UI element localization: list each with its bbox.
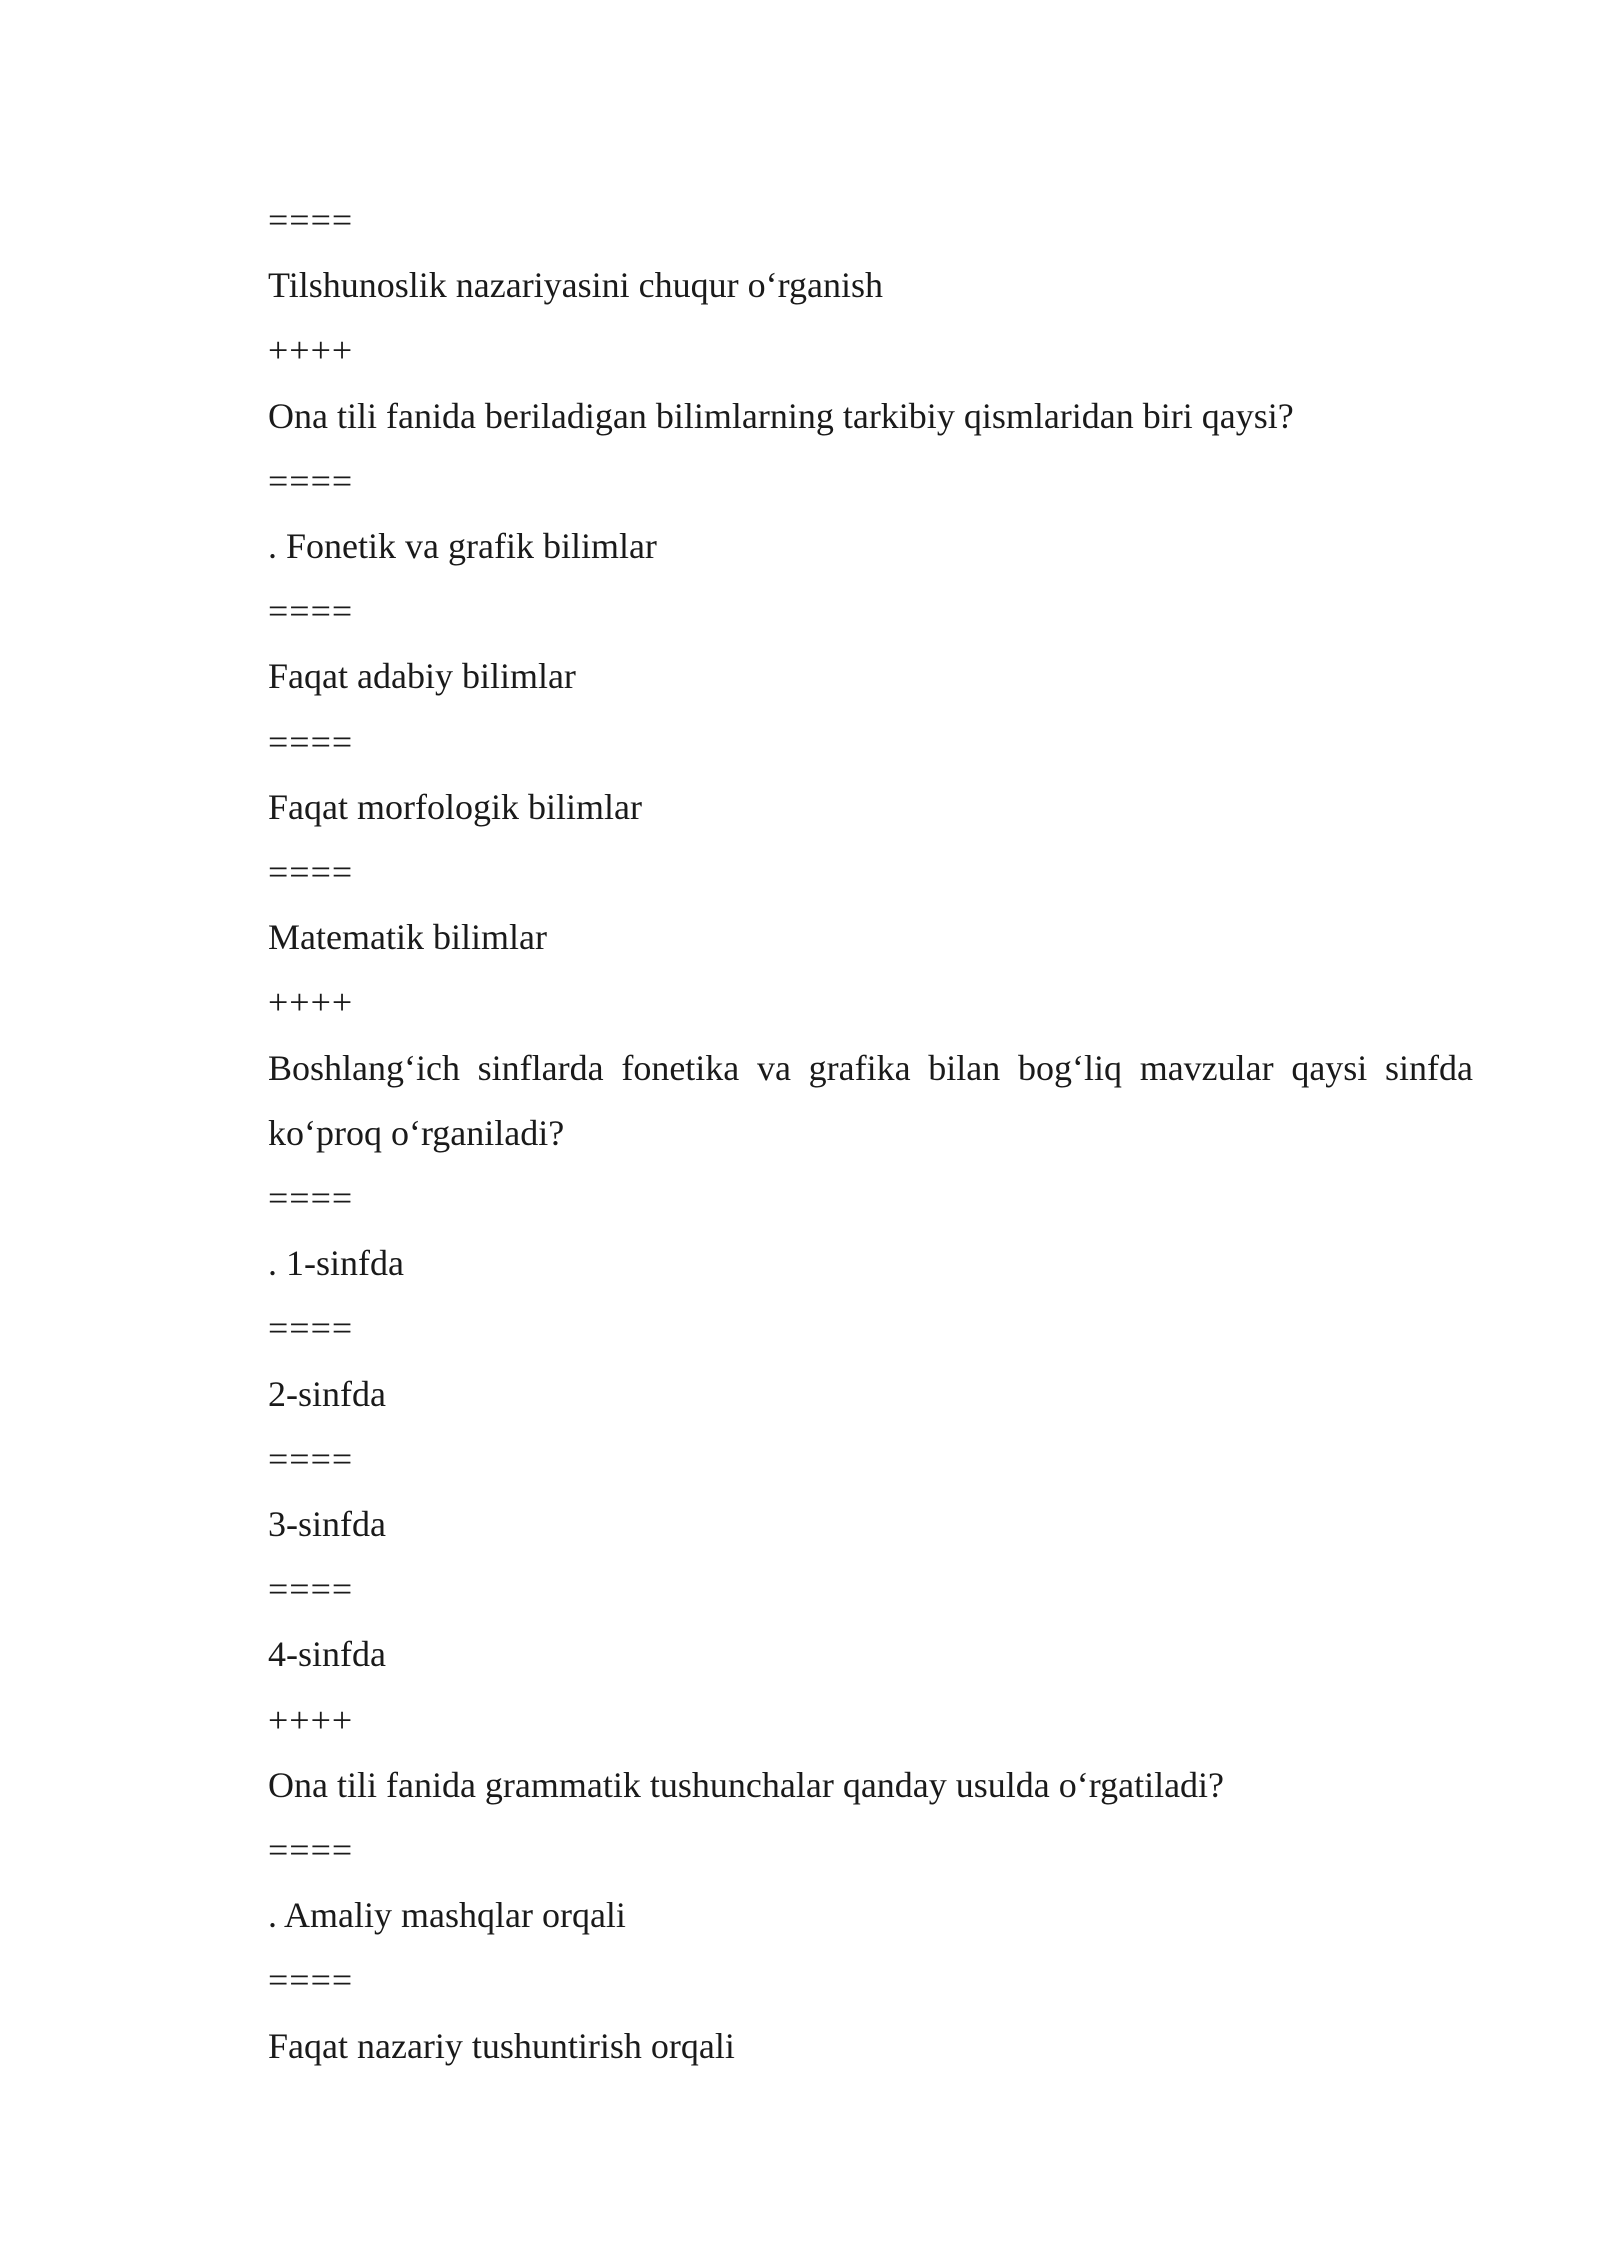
- separator-line: ====: [268, 1438, 354, 1479]
- question-marker: ++++: [268, 330, 354, 371]
- answer-option: Tilshunoslik nazariyasini chuqur o‘rganish: [268, 265, 883, 306]
- separator-line: ====: [268, 1308, 354, 1349]
- answer-option: . Fonetik va grafik bilimlar: [268, 526, 657, 567]
- separator-line: ====: [268, 852, 354, 893]
- answer-option: 3-sinfda: [268, 1504, 386, 1545]
- answer-option: . 1-sinfda: [268, 1243, 404, 1284]
- separator-line: ====: [268, 1830, 354, 1871]
- answer-option: Faqat nazariy tushuntirish orqali: [268, 2025, 735, 2066]
- answer-option: 2-sinfda: [268, 1373, 386, 1414]
- question-marker: ++++: [268, 1699, 354, 1740]
- separator-line: ====: [268, 591, 354, 632]
- separator-line: ====: [268, 200, 354, 240]
- separator-line: ====: [268, 460, 354, 501]
- separator-line: ====: [268, 1960, 354, 2001]
- answer-option: 4-sinfda: [268, 1634, 386, 1675]
- separator-line: ====: [268, 1178, 354, 1219]
- answer-option: Matematik bilimlar: [268, 917, 547, 958]
- separator-line: ====: [268, 1569, 354, 1610]
- answer-option: . Amaliy mashqlar orqali: [268, 1895, 626, 1936]
- separator-line: ====: [268, 721, 354, 762]
- answer-option: Faqat morfologik bilimlar: [268, 786, 642, 827]
- question-text: Ona tili fanida beriladigan bilimlarning tarkibiy qismlaridan biri qaysi?: [268, 395, 1294, 436]
- answer-option: Faqat adabiy bilimlar: [268, 656, 576, 697]
- question-text: Ona tili fanida grammatik tushunchalar qanday usulda o‘rgatiladi?: [268, 1764, 1225, 1805]
- question-text: Boshlang‘ich sinflarda fonetika va grafika bilan bog‘liq mavzular qaysi sinfda ko‘proq o‘rganiladi?: [268, 1047, 1473, 1153]
- document-body: [268, 188, 1473, 2079]
- question-marker: ++++: [268, 982, 354, 1023]
